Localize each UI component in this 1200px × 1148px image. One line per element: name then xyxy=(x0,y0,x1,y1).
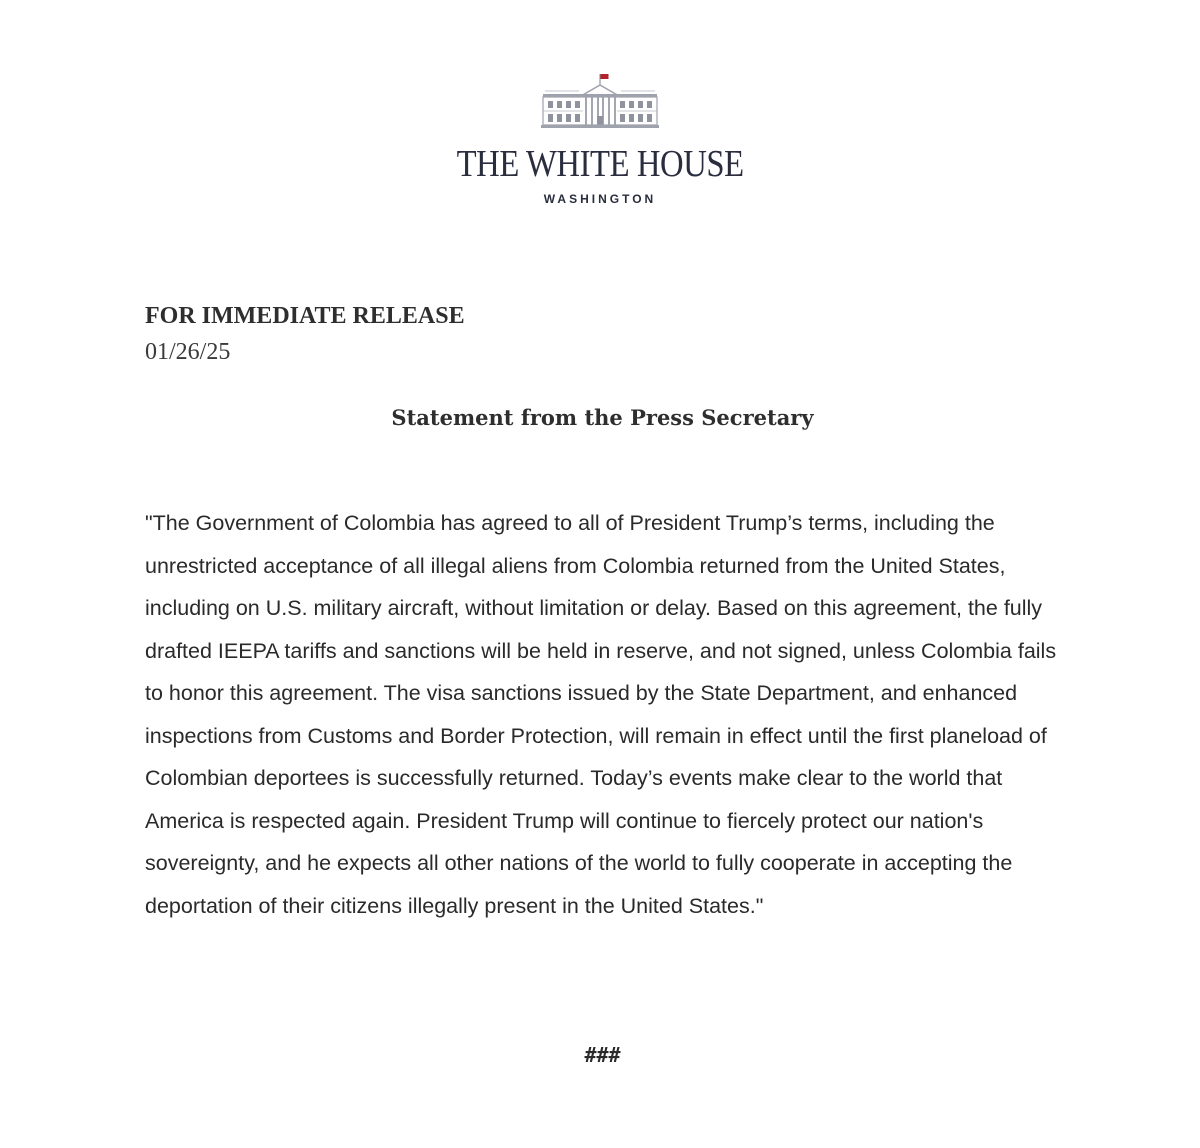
release-label: FOR IMMEDIATE RELEASE xyxy=(145,303,465,329)
org-city: WASHINGTON xyxy=(543,192,657,206)
end-mark: ### xyxy=(584,1043,621,1067)
white-house-logo xyxy=(0,70,1200,132)
org-name: THE WHITE HOUSE xyxy=(456,143,744,185)
white-house-building-icon xyxy=(541,70,659,132)
statement-body: "The Government of Colombia has agreed to all of President Trump’s terms, including the unrestricted acceptance of all illegal aliens from Colombia returned from the United States, including on U.S. military aircraft, without limitation or delay. Based on this agreement, the fully drafted IEEPA tariffs and sanctions will be held in reserve, and not signed, unless Colombia fails to honor this agreement. The visa sanctions issued by the State Department, and enhanced inspections from Customs and Border Protection, will remain in effect until the first planeload of Colombian deportees is successfully returned. Today’s events make clear to the world that America is respected again. President Trump will continue to fiercely protect our nation's sovereignty, and he expects all other nations of the world to fully cooperate in accepting the deportation of their citizens illegally present in the United States." xyxy=(145,511,1057,918)
release-date: 01/26/25 xyxy=(145,339,231,365)
flag-icon xyxy=(601,74,609,79)
statement-title: Statement from the Press Secretary xyxy=(391,405,814,430)
